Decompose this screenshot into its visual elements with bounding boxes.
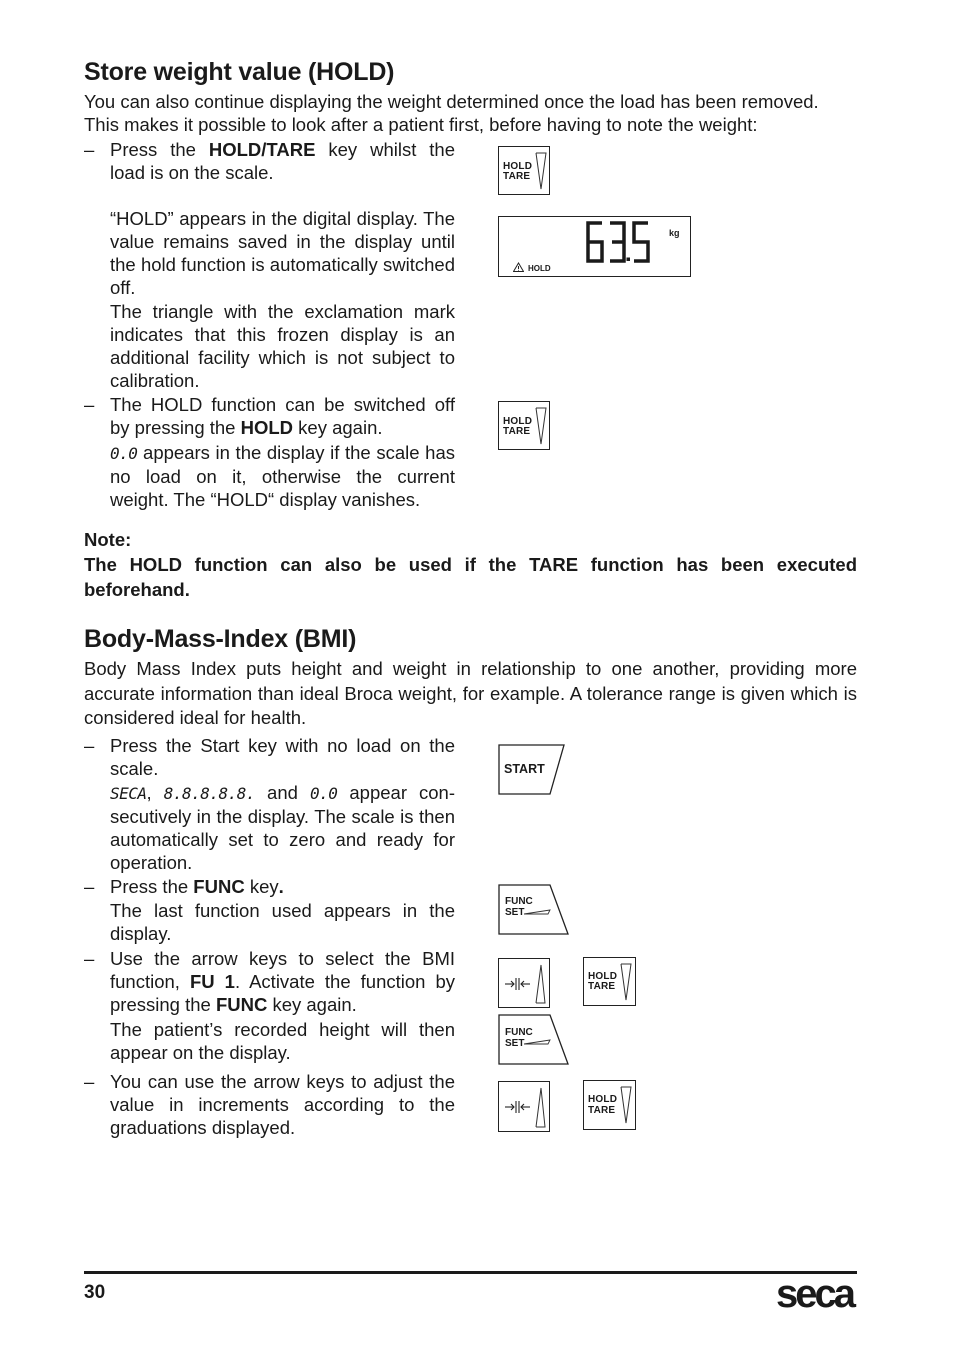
key-wedge-icon [620,1086,632,1124]
bmi-step-2: Press the FUNC key. [110,876,284,897]
func-set-key: FUNC SET [498,1014,570,1065]
list-dash: – [84,876,95,897]
list-dash: – [84,948,95,969]
list-dash: – [84,1071,95,1092]
hold-intro: You can also continue displaying the weight determined once the load has been removed. This makes it possible to look after a patient first, before having to note the weight: [84,91,819,135]
arrow-inward-icon [499,1082,549,1131]
arrow-key [498,958,550,1008]
display-digits [588,223,648,261]
section-heading-bmi: Body-Mass-Index (BMI) [84,625,357,653]
display-hold-indicator: HOLD [528,264,551,273]
segment-display-text: 8.8.8.8.8. [163,784,256,803]
segment-display-text: 0.0 [309,784,338,803]
key-wedge-icon [620,963,632,1001]
warning-triangle-icon [513,262,524,272]
bmi-step-1-detail: SECA, 8.8.8.8.8. and 0.0 appear con-secutively in the display. The scale is then automatically set to zero and ready for operation. [110,782,456,873]
section-heading-hold: Store weight value (HOLD) [84,58,395,86]
bmi-step-3: Use the arrow keys to select the BMI function, FU 1. Activate the function by pressing the FUNC key again. [110,948,456,1015]
segment-display-text: SECA [110,784,147,803]
hold-tare-key: HOLD TARE [498,401,550,450]
key-wedge-icon [535,407,547,445]
note-text: The HOLD function can also be used if the TARE function has been executed beforehand. [84,554,857,600]
segment-display-text: 0.0 [110,444,138,463]
arrow-key [498,1081,550,1132]
digital-display [498,216,691,277]
hold-tare-key: HOLD TARE [583,957,636,1006]
hold-tare-key: HOLD TARE [498,146,550,195]
bmi-step-4: You can use the arrow keys to adjust the value in increments according to the graduations displayed. [110,1071,455,1138]
func-set-key: FUNC SET [498,884,570,935]
hold-step-1-detail: “HOLD” appears in the digital display. The value remains saved in the display until the hold function is automatically switched off. [110,208,455,298]
page-number: 30 [84,1282,106,1303]
list-dash: – [84,394,95,415]
hold-step-1: Press the HOLD/TARE key whilst the load is on the scale. [110,139,455,183]
bmi-step-2-detail: The last function used appears in the display. [110,900,455,944]
hold-tare-key: HOLD TARE [583,1080,636,1130]
bmi-intro: Body Mass Index puts height and weight in relationship to one another, providing more accurate information than ideal Broca weight, for example. A tolerance range is given which is considered ideal for health. [84,658,857,728]
hold-step-2: The HOLD function can be switched off by pressing the HOLD key again. [110,394,455,438]
list-dash: – [84,735,95,756]
note-label: Note: [84,529,132,550]
footer-rule [84,1271,857,1274]
hold-step-2-detail: 0.0 appears in the display if the scale has no load on it, otherwise the current weight. The “HOLD“ display vanishes. [110,442,455,510]
hold-step-1-note: The triangle with the exclamation mark indicates that this frozen display is an additional facility which is not subject to calibration. [110,301,455,391]
bmi-step-1: Press the Start key with no load on the scale. [110,735,455,779]
key-wedge-icon [535,152,547,190]
seca-logo: seca [776,1272,853,1316]
list-dash: – [84,139,95,160]
arrow-inward-icon [499,959,549,1007]
bmi-step-3-detail: The patient’s recorded height will then appear on the display. [110,1019,455,1063]
start-key: START [498,744,566,795]
display-unit: kg [669,228,680,238]
